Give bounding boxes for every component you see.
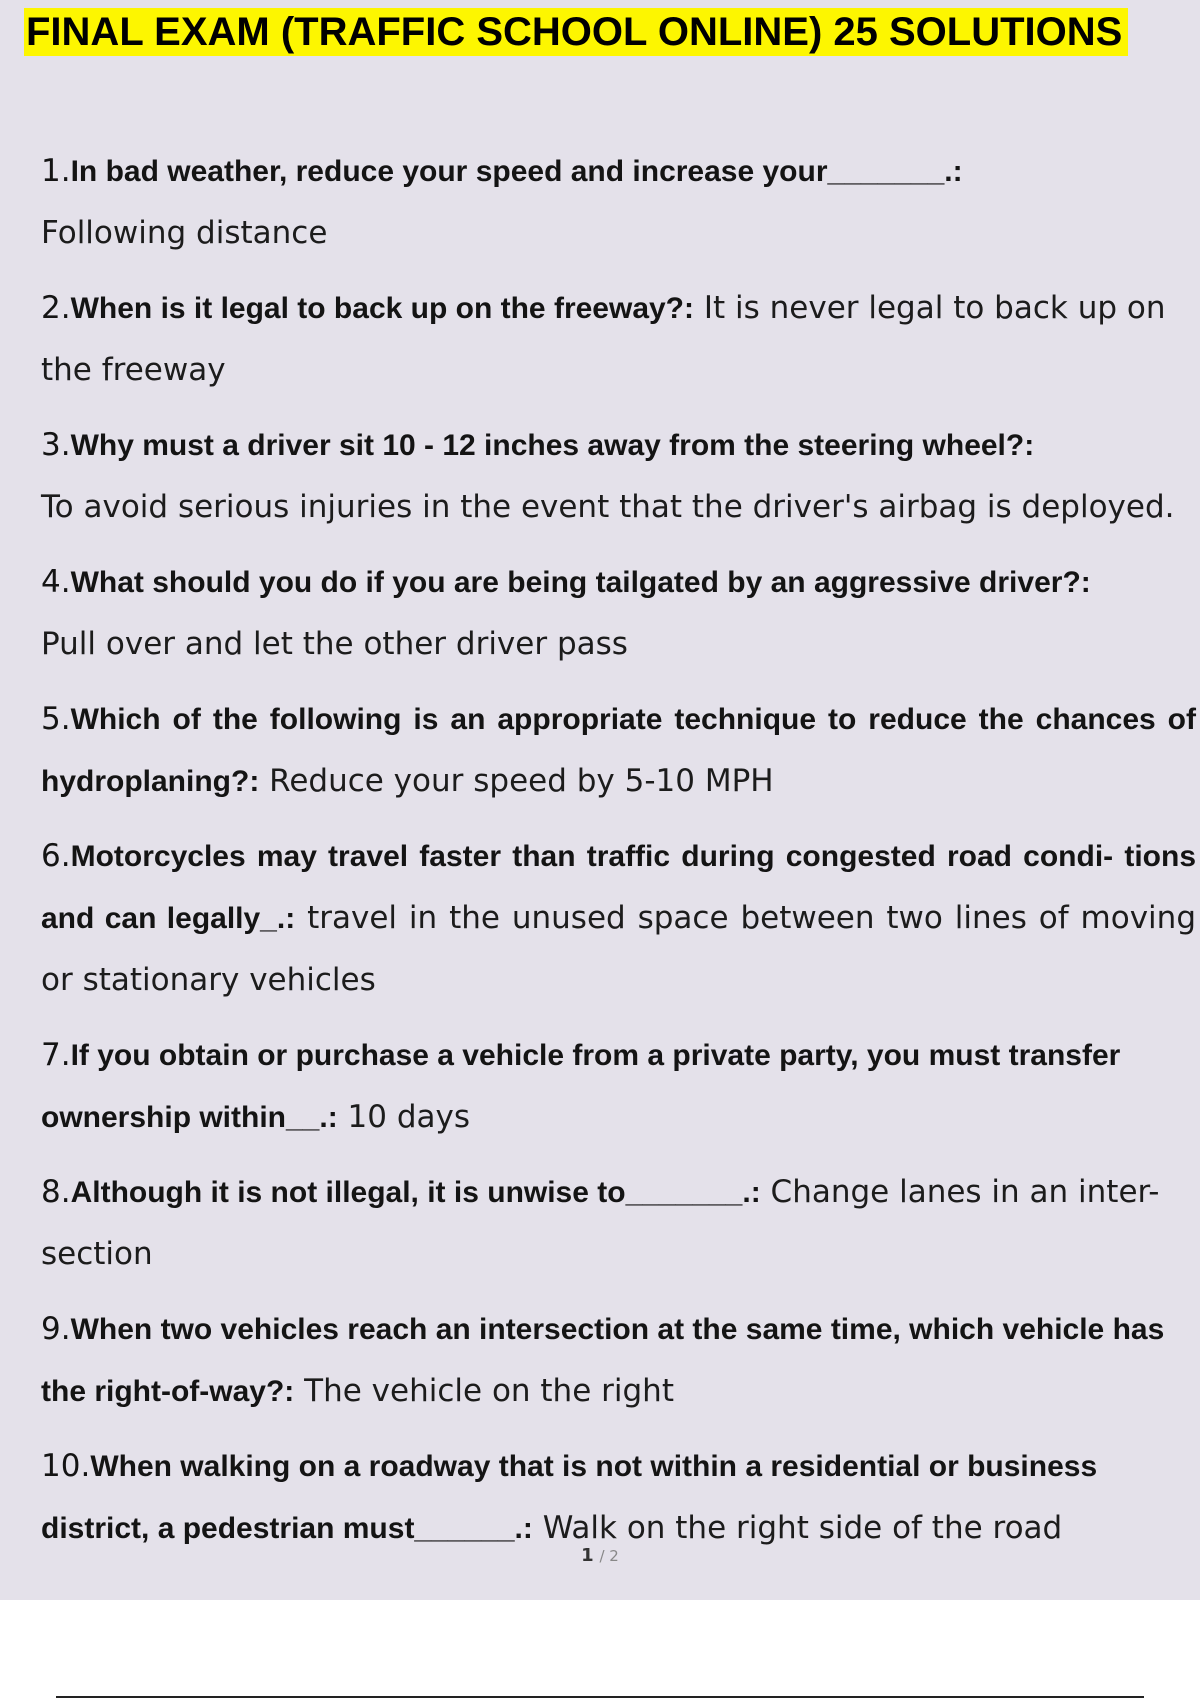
question-item-2: [41, 280, 1196, 404]
question-item-8: [41, 1164, 1196, 1288]
answer-text: Reduce your speed by 5-10 MPH: [259, 763, 774, 799]
question-number: 8.: [41, 1174, 71, 1210]
question-item-10: [41, 1438, 1196, 1562]
question-item-5: [41, 691, 1196, 815]
question-number: 6.: [41, 838, 71, 874]
question-number: 1.: [41, 153, 71, 189]
answer-text: Pull over and let the other driver pass: [41, 626, 628, 662]
page-2-top-rule: [56, 1696, 1144, 1698]
question-text: When walking on a roadway that is not within a residential or business district, a pedestrian must______.:: [41, 1450, 1098, 1545]
question-item-9: [41, 1301, 1196, 1425]
answer-text: It is never legal to back up on the freeway: [41, 290, 1166, 388]
question-text: If you obtain or purchase a vehicle from a private party, you must transfer ownership within__.:: [41, 1039, 1121, 1134]
current-page-number: 1: [581, 1545, 594, 1566]
question-item-7: [41, 1027, 1196, 1151]
answer-text: travel in the unused space between two lines of moving or stationary vehicles: [41, 900, 1196, 998]
question-item-6: [41, 828, 1196, 1014]
question-text: When is it legal to back up on the freeway?:: [70, 292, 695, 325]
answer-text: The vehicle on the right: [294, 1373, 674, 1409]
question-text: Motorcycles may travel faster than traffic during congested road condi- tions and can legally_.:: [41, 840, 1196, 935]
document-title: FINAL EXAM (TRAFFIC SCHOOL ONLINE) 25 SOLUTIONS: [24, 8, 1128, 56]
page-indicator: [0, 1545, 1200, 1566]
question-text: Which of the following is an appropriate technique to reduce the chances of hydroplaning?:: [41, 703, 1196, 798]
question-number: 3.: [41, 427, 71, 463]
question-text: Why must a driver sit 10 - 12 inches away from the steering wheel?:: [70, 429, 1035, 462]
question-number: 9.: [41, 1311, 71, 1347]
answer-text: Walk on the right side of the road: [532, 1510, 1063, 1546]
answer-text: 10 days: [337, 1099, 471, 1135]
answer-text: To avoid serious injuries in the event that the driver's airbag is deployed.: [41, 489, 1175, 525]
answer-text: Following distance: [41, 215, 328, 251]
question-text: What should you do if you are being tailgated by an aggressive driver?:: [70, 566, 1091, 599]
question-item-3: [41, 417, 1196, 541]
question-item-4: [41, 554, 1196, 678]
question-number: 2.: [41, 290, 71, 326]
question-number: 4.: [41, 564, 71, 600]
question-text: Although it is not illegal, it is unwise to_______.:: [70, 1176, 761, 1209]
question-list: [41, 143, 1196, 1575]
answer-text: Change lanes in an inter- section: [41, 1174, 1160, 1272]
question-number: 10.: [41, 1448, 91, 1484]
total-pages: / 2: [599, 1547, 619, 1565]
question-text: In bad weather, reduce your speed and increase your_______.:: [70, 155, 963, 188]
question-text: When two vehicles reach an intersection at the same time, which vehicle has the right-of-way?:: [41, 1313, 1165, 1408]
question-item-1: [41, 143, 1196, 267]
question-number: 5.: [41, 701, 71, 737]
question-number: 7.: [41, 1037, 71, 1073]
